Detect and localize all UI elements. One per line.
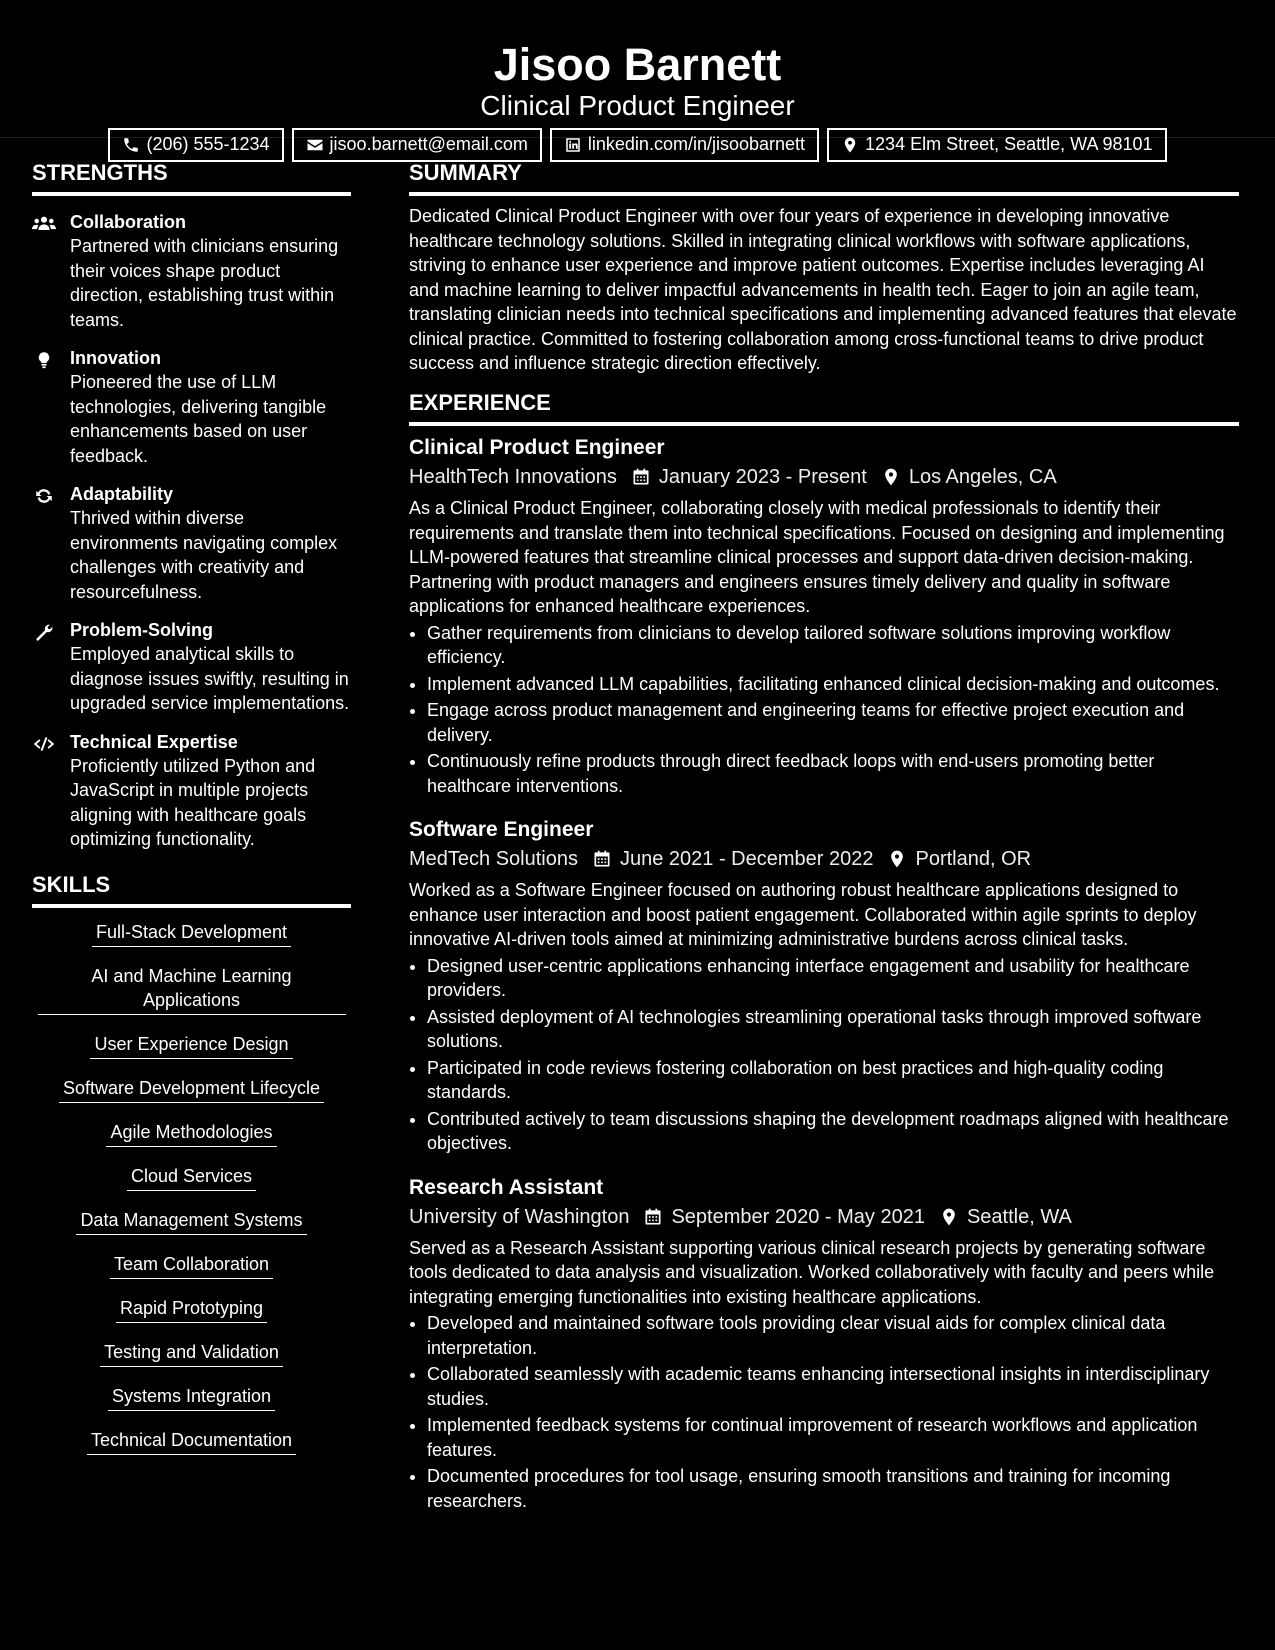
strength-item bbox=[32, 618, 351, 716]
skills-heading: SKILLS bbox=[32, 872, 351, 908]
contact-phone bbox=[108, 128, 283, 162]
wrench-icon bbox=[32, 622, 56, 642]
job-bullet: • Implemented feedback systems for continual improvement of research workflows and application features. bbox=[427, 1413, 1239, 1462]
job-entry bbox=[409, 816, 1239, 1156]
job-bullets bbox=[409, 954, 1239, 1156]
strength-item bbox=[32, 730, 351, 852]
map-pin-icon bbox=[887, 849, 907, 869]
job-location: Portland, OR bbox=[915, 848, 1032, 871]
contact-address-text: 1234 Elm Street, Seattle, WA 98101 bbox=[865, 134, 1153, 155]
job-entry bbox=[409, 1174, 1239, 1514]
strength-item bbox=[32, 482, 351, 604]
calendar-icon bbox=[643, 1207, 663, 1227]
map-pin-icon bbox=[841, 136, 859, 154]
skills-list bbox=[32, 920, 351, 1472]
job-bullet: • Contributed actively to team discussions shaping the development roadmaps aligned with healthcare objectives. bbox=[427, 1107, 1239, 1156]
job-bullet: • Participated in code reviews fostering collaboration on best practices and high-quality coding standards. bbox=[427, 1056, 1239, 1105]
contact-email-text: jisoo.barnett@email.com bbox=[329, 134, 528, 155]
job-company: HealthTech Innovations bbox=[409, 466, 617, 489]
job-bullet: • Collaborated seamlessly with academic teams enhancing intersectional insights in interdisciplinary studies. bbox=[427, 1362, 1239, 1411]
strength-desc: Pioneered the use of LLM technologies, delivering tangible enhancements based on user feedback. bbox=[70, 372, 327, 466]
strength-name: Problem-Solving bbox=[70, 620, 214, 641]
right-column bbox=[409, 160, 1239, 1515]
job-dates: January 2023 - Present bbox=[658, 466, 867, 489]
summary-text: Dedicated Clinical Product Engineer with over four years of experience in developing innovative healthcare technology solutions. Skilled in integrating clinical workflows with software applications, striving to enhance user experience and improve patient outcomes. Expertise includes leveraging AI and machine learning to deliver impactful advancements in health tech. Eager to join an agile team, translating clinician needs into technical specifications and implementing advanced features that elevate clinical practice. Committed to fostering collaboration among cross-functional teams to drive product success and influence strategic direction effectively. bbox=[409, 206, 1237, 374]
contact-phone-text: (206) 555-1234 bbox=[146, 134, 270, 155]
resume-header bbox=[0, 0, 1275, 155]
contact-bar bbox=[0, 128, 1275, 162]
job-meta bbox=[409, 844, 1239, 874]
strength-desc: Proficiently utilized Python and JavaScript in multiple projects aligning with healthcare goals optimizing functionality. bbox=[70, 755, 316, 850]
calendar-icon bbox=[592, 849, 612, 869]
skill-tag: Rapid Prototyping bbox=[116, 1296, 267, 1323]
job-location: Los Angeles, CA bbox=[908, 466, 1057, 489]
skill-tag: Technical Documentation bbox=[87, 1428, 296, 1455]
skill-tag: AI and Machine Learning Applications bbox=[38, 964, 346, 1015]
job-company: University of Washington bbox=[409, 1205, 630, 1228]
job-dates: September 2020 - May 2021 bbox=[671, 1205, 925, 1228]
job-dates: June 2021 - December 2022 bbox=[619, 848, 874, 871]
strength-desc: Employed analytical skills to diagnose issues swiftly, resulting in upgraded service implementations. bbox=[70, 644, 350, 714]
skills-section bbox=[32, 872, 351, 1472]
job-company: MedTech Solutions bbox=[409, 848, 578, 871]
job-description: Served as a Research Assistant supporting various clinical research projects by generating software tools dedicated to data analysis and visualization. Worked collaboratively with faculty and peers while integrating emerging functionalities into existing healthcare applications. bbox=[409, 1237, 1215, 1307]
skill-tag: Agile Methodologies bbox=[106, 1120, 276, 1147]
summary-section bbox=[409, 160, 1239, 376]
linkedin-icon bbox=[564, 136, 582, 154]
job-bullet: • Gather requirements from clinicians to develop tailored software solutions improving workflow efficiency. bbox=[427, 621, 1239, 670]
strength-desc: Partnered with clinicians ensuring their voices shape product direction, establishing trust within teams. bbox=[70, 236, 339, 330]
strength-name: Collaboration bbox=[70, 212, 186, 233]
skill-tag: Systems Integration bbox=[108, 1384, 275, 1411]
strengths-heading: STRENGTHS bbox=[32, 160, 351, 196]
skill-tag: Cloud Services bbox=[127, 1164, 256, 1191]
skill-tag: User Experience Design bbox=[90, 1032, 292, 1059]
strength-item bbox=[32, 346, 351, 468]
users-icon bbox=[32, 214, 56, 234]
experience-section bbox=[409, 390, 1239, 1513]
refresh-icon bbox=[32, 486, 56, 506]
skill-tag: Team Collaboration bbox=[110, 1252, 273, 1279]
job-location: Seattle, WA bbox=[966, 1205, 1072, 1228]
resume-body bbox=[0, 138, 1275, 1515]
job-bullet: • Assisted deployment of AI technologies streamlining operational tasks through improved software solutions. bbox=[427, 1005, 1239, 1054]
summary-heading: SUMMARY bbox=[409, 160, 1239, 196]
job-title: Clinical Product Engineer bbox=[409, 436, 665, 460]
job-description: As a Clinical Product Engineer, collaborating closely with medical professionals to identify their requirements and translate them into technical specifications. Focused on designing and implementing LLM-powered features that streamline clinical processes and support data-driven decision-making. Partnering with product managers and engineers ensures timely delivery and quality in software applications for enhanced healthcare experiences. bbox=[409, 498, 1225, 617]
job-description: Worked as a Software Engineer focused on authoring robust healthcare applications designed to enhance user interaction and boost patient engagement. Collaborated within agile sprints to deploy innovative AI-driven tools aimed at minimizing administrative burdens across clinical tasks. bbox=[409, 880, 1197, 950]
job-title: Software Engineer bbox=[409, 818, 594, 842]
phone-icon bbox=[122, 136, 140, 154]
strength-name: Innovation bbox=[70, 348, 161, 369]
map-pin-icon bbox=[939, 1207, 959, 1227]
strength-item bbox=[32, 210, 351, 332]
job-bullets bbox=[409, 621, 1239, 799]
strength-name: Technical Expertise bbox=[70, 731, 238, 752]
job-meta bbox=[409, 462, 1239, 492]
contact-email bbox=[292, 128, 542, 162]
job-bullets bbox=[409, 1311, 1239, 1513]
candidate-title: Clinical Product Engineer bbox=[480, 89, 795, 121]
candidate-name: Jisoo Barnett bbox=[493, 39, 782, 90]
job-bullet: • Engage across product management and engineering teams for effective project execution and delivery. bbox=[427, 698, 1239, 747]
left-column bbox=[32, 160, 351, 1515]
job-bullet: • Developed and maintained software tools providing clear visual aids for complex clinical data interpretation. bbox=[427, 1311, 1239, 1360]
strength-name: Adaptability bbox=[70, 484, 174, 505]
experience-heading: EXPERIENCE bbox=[409, 390, 1239, 426]
skill-tag: Testing and Validation bbox=[100, 1340, 283, 1367]
skill-tag: Full-Stack Development bbox=[92, 920, 291, 947]
map-pin-icon bbox=[881, 467, 901, 487]
contact-linkedin-text: linkedin.com/in/jisoobarnett bbox=[587, 134, 806, 155]
lightbulb-icon bbox=[32, 350, 56, 370]
calendar-icon bbox=[631, 467, 651, 487]
code-icon bbox=[32, 734, 56, 754]
skill-tag: Data Management Systems bbox=[76, 1208, 306, 1235]
envelope-icon bbox=[306, 136, 324, 154]
skill-tag: Software Development Lifecycle bbox=[59, 1076, 324, 1103]
contact-address bbox=[827, 128, 1167, 162]
job-bullet: • Designed user-centric applications enhancing interface engagement and usability for healthcare providers. bbox=[427, 954, 1239, 1003]
job-title: Research Assistant bbox=[409, 1175, 604, 1199]
strengths-section bbox=[32, 160, 351, 852]
job-entry bbox=[409, 434, 1239, 798]
job-bullet: • Continuously refine products through direct feedback loops with end-users promoting better healthcare interventions. bbox=[427, 749, 1239, 798]
strength-desc: Thrived within diverse environments navigating complex challenges with creativity and resourcefulness. bbox=[70, 508, 338, 602]
job-bullet: • Documented procedures for tool usage, ensuring smooth transitions and training for incoming researchers. bbox=[427, 1464, 1239, 1513]
contact-linkedin bbox=[550, 128, 819, 162]
job-meta bbox=[409, 1202, 1239, 1232]
job-bullet: • Implement advanced LLM capabilities, facilitating enhanced clinical decision-making and outcomes. bbox=[427, 672, 1239, 697]
